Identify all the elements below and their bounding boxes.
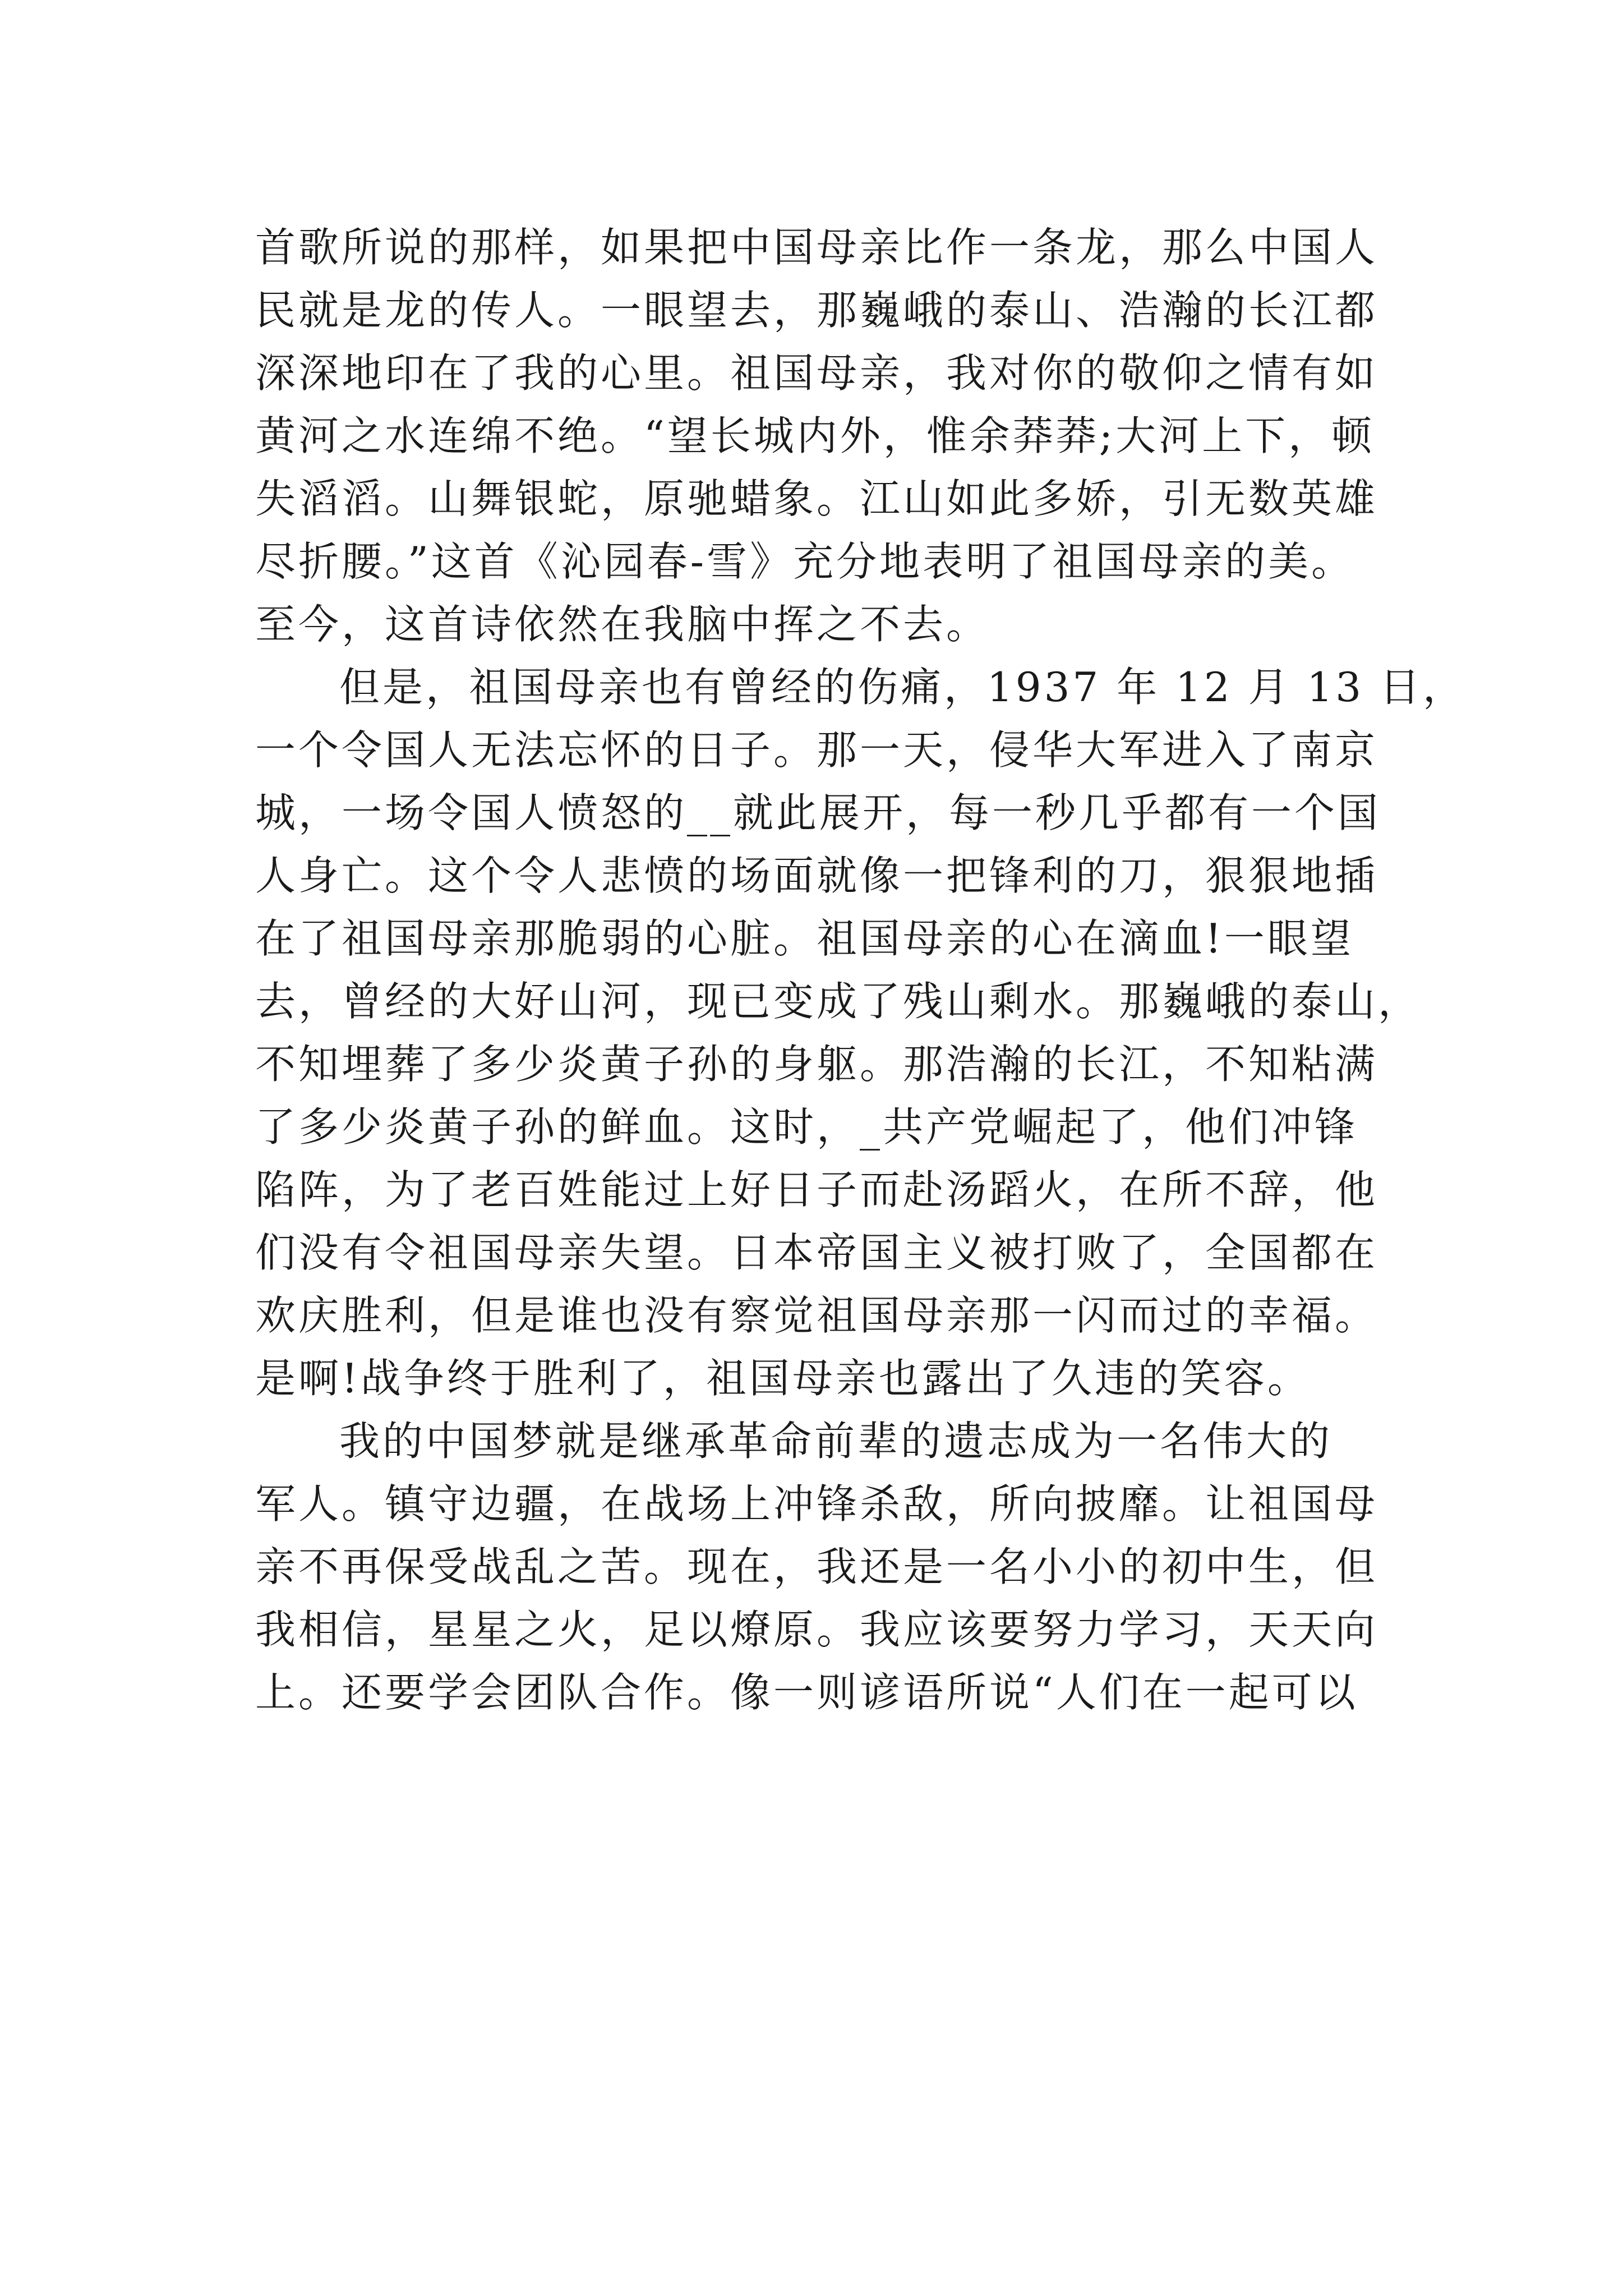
text-line: 民就是龙的传人。一眼望去，那巍峨的泰山、浩瀚的长江都 xyxy=(255,287,1378,334)
text-line: 我相信，星星之火，足以燎原。我应该要努力学习，天天向 xyxy=(255,1606,1378,1653)
text-line: 一个令国人无法忘怀的日子。那一天，侵华大军进入了南京 xyxy=(255,726,1378,774)
text-line: 不知埋葬了多少炎黄子孙的身躯。那浩瀚的长江，不知粘满 xyxy=(255,1041,1378,1088)
text-line: 们没有令祖国母亲失望。日本帝国主义被打败了，全国都在 xyxy=(255,1229,1378,1276)
text-line: 亲不再保受战乱之苦。现在，我还是一名小小的初中生，但 xyxy=(255,1543,1378,1590)
essay-body xyxy=(255,216,1466,1724)
text-line: 欢庆胜利，但是谁也没有察觉祖国母亲那一闪而过的幸福。 xyxy=(255,1292,1378,1339)
text-line: 上。还要学会团队合作。像一则谚语所说“人们在一起可以 xyxy=(255,1669,1358,1716)
paragraph-1 xyxy=(255,216,1396,656)
text-line: 人身亡。这个令人悲愤的场面就像一把锋利的刀，狠狠地插 xyxy=(255,852,1378,899)
text-line: 陷阵，为了老百姓能过上好日子而赴汤蹈火，在所不辞，他 xyxy=(255,1166,1378,1213)
text-line: 失滔滔。山舞银蛇，原驰蜡象。江山如此多娇，引无数英雄 xyxy=(255,475,1378,522)
text-line: 但是，祖国母亲也有曾经的伤痛，1937 年 12 月 13 日， xyxy=(339,664,1466,711)
paragraph-2 xyxy=(255,656,1466,1410)
text-line: 我的中国梦就是继承革命前辈的遗志成为一名伟大的 xyxy=(339,1418,1333,1465)
text-line: 是啊!战争终于胜利了，祖国母亲也露出了久违的笑容。 xyxy=(255,1355,1311,1402)
text-line: 去，曾经的大好山河，现已变成了残山剩水。那巍峨的泰山， xyxy=(255,978,1422,1025)
text-line: 深深地印在了我的心里。祖国母亲，我对你的敬仰之情有如 xyxy=(255,349,1378,397)
text-line: 尽折腰。”这首《沁园春-雪》充分地表明了祖国母亲的美。 xyxy=(255,538,1355,585)
text-line: 了多少炎黄子孙的鲜血。这时，_共产党崛起了，他们冲锋 xyxy=(255,1103,1358,1151)
text-line: 首歌所说的那样，如果把中国母亲比作一条龙，那么中国人 xyxy=(255,224,1378,271)
text-line: 黄河之水连绵不绝。“望长城内外，惟余莽莽;大河上下，顿 xyxy=(255,412,1375,459)
text-line: 军人。镇守边疆，在战场上冲锋杀敌，所向披靡。让祖国母 xyxy=(255,1480,1378,1527)
text-line: 城，一场令国人愤怒的__就此展开，每一秒几乎都有一个国 xyxy=(255,789,1381,836)
paragraph-3 xyxy=(255,1410,1396,1724)
text-line: 在了祖国母亲那脆弱的心脏。祖国母亲的心在滴血!一眼望 xyxy=(255,915,1354,962)
text-line: 至今，这首诗依然在我脑中挥之不去。 xyxy=(255,601,990,648)
